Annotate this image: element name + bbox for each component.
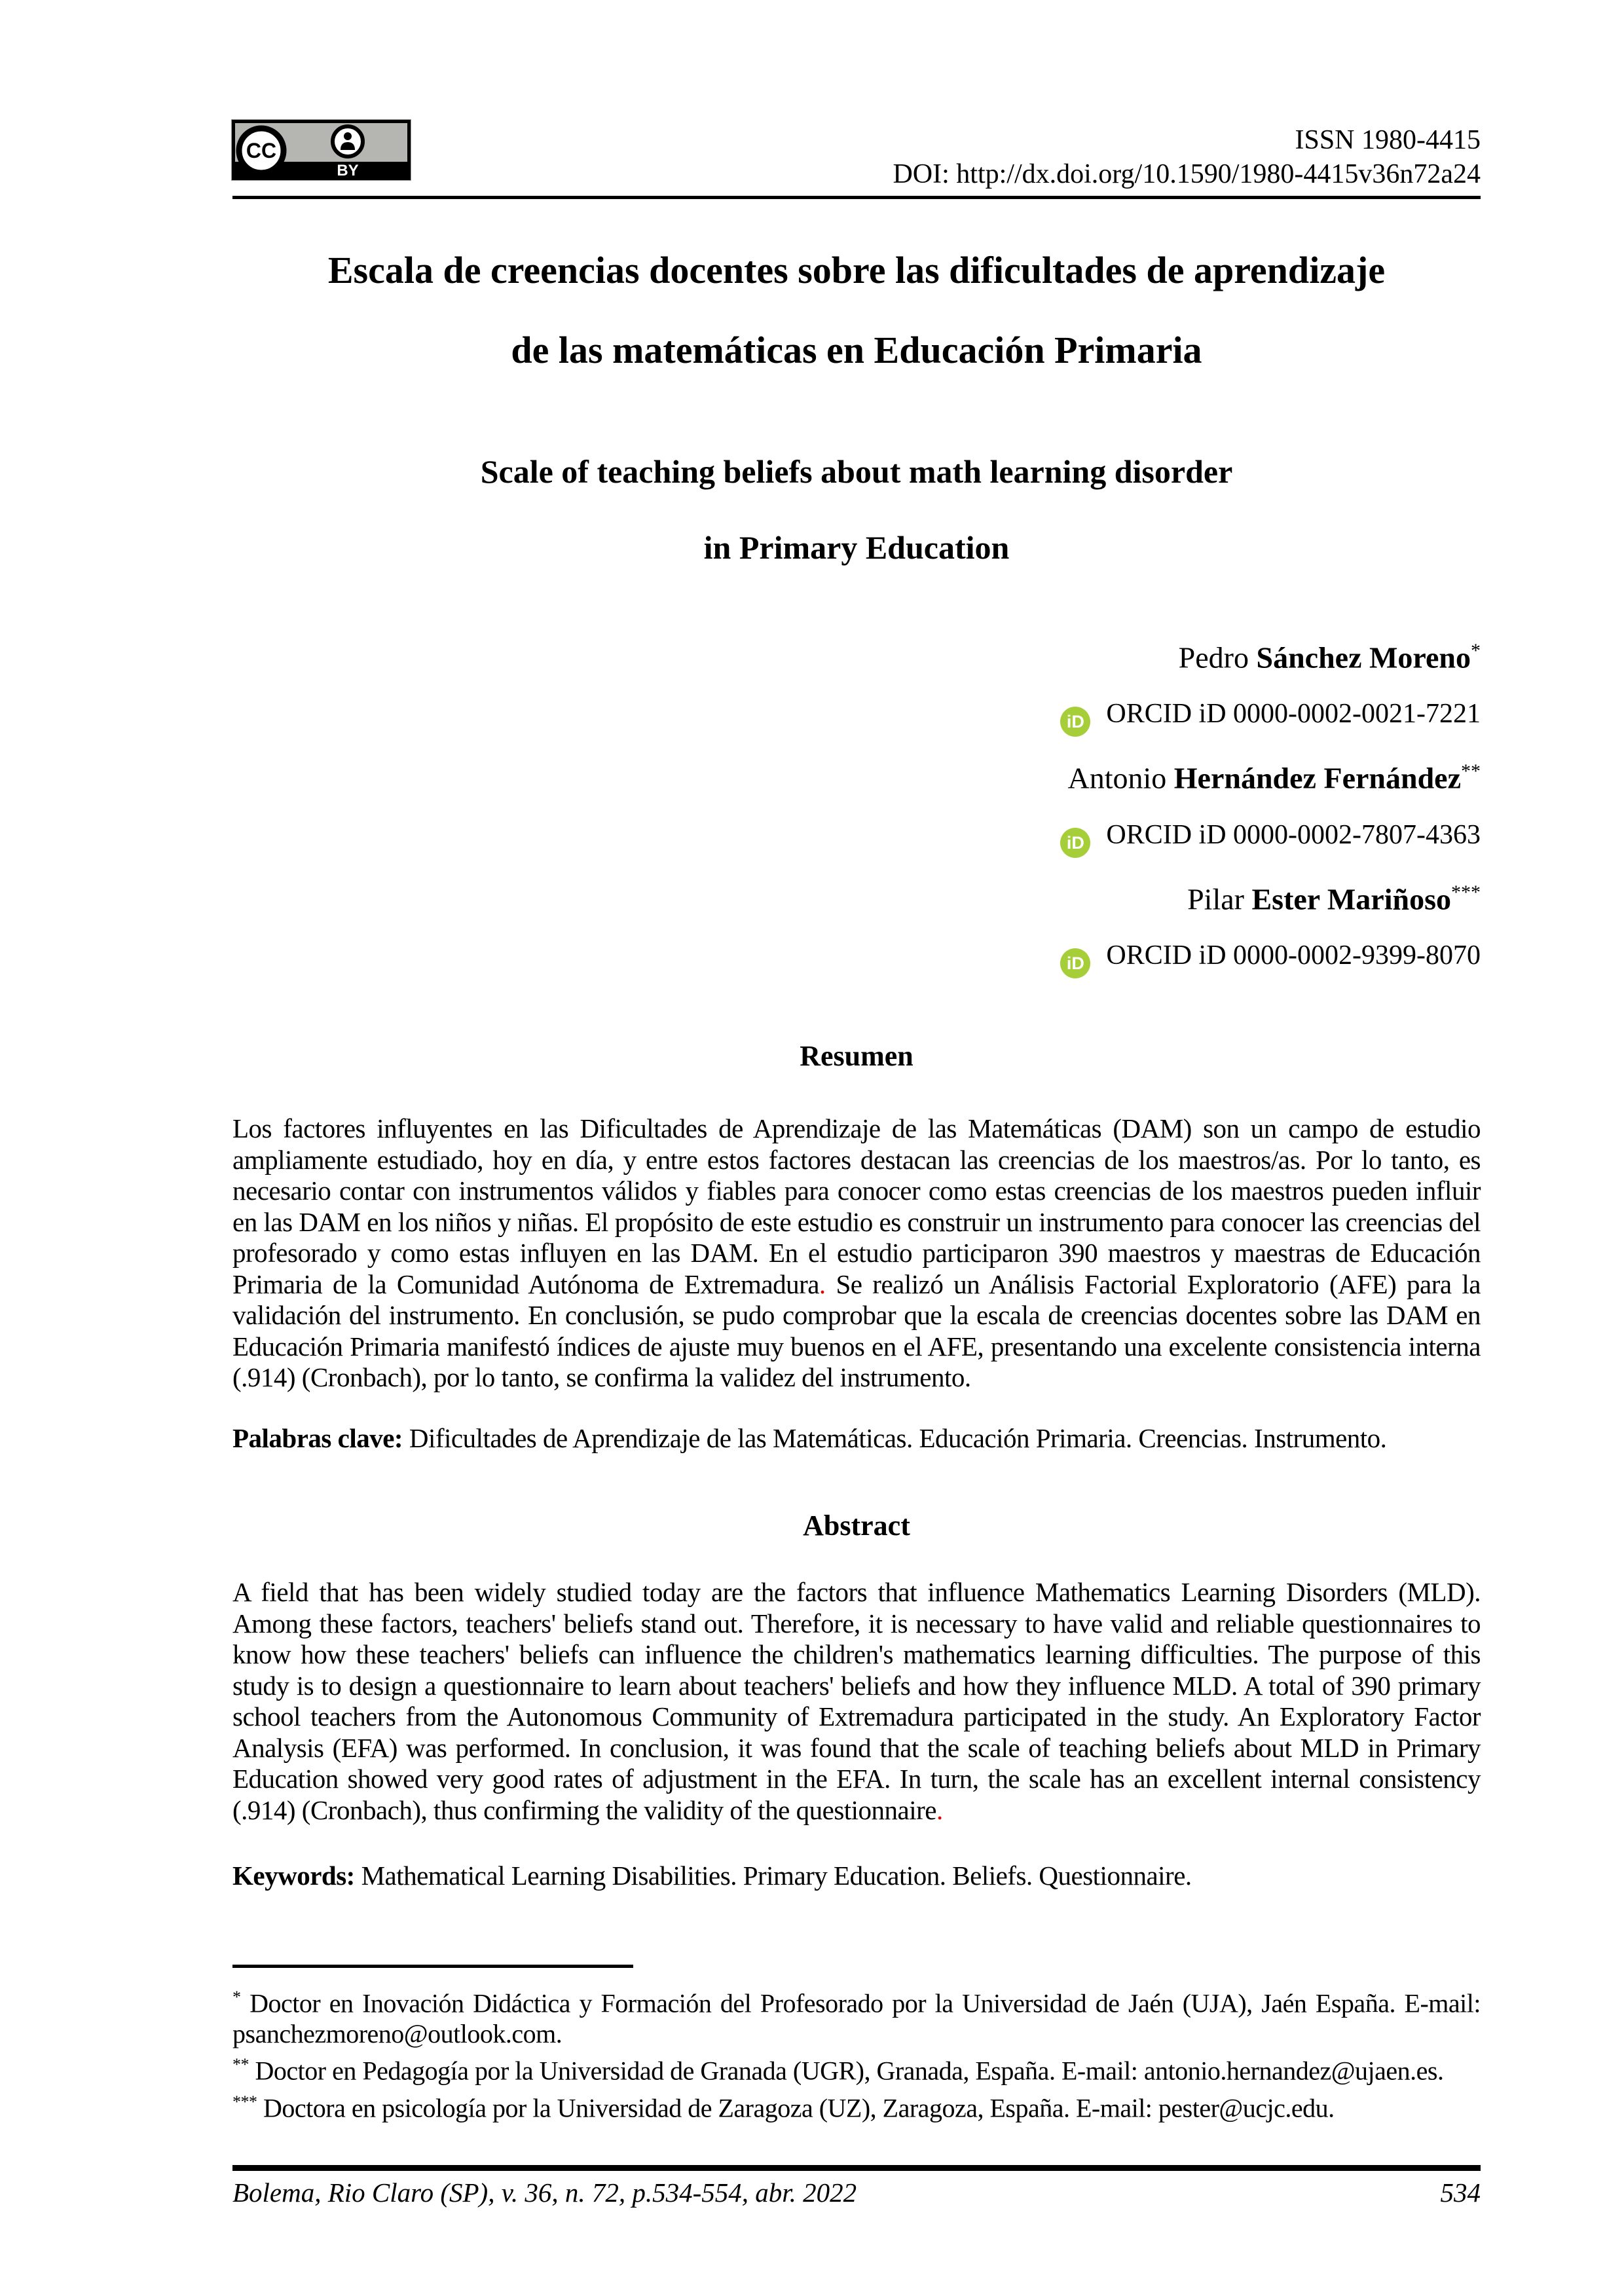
footer-divider	[232, 2165, 1481, 2171]
footnote-1	[232, 1982, 1481, 2049]
footnote-email[interactable]: psanchezmoreno@outlook.com	[232, 2019, 556, 2049]
footnote-suffix: .	[1437, 2056, 1444, 2086]
palabras-clave-line	[232, 1422, 1481, 1454]
footnote-divider	[232, 1965, 633, 1968]
by-label: BY	[337, 162, 359, 179]
footnote-text: Doctor en Pedagogía por la Universidad de Granada (UGR), Granada, España. E-mail:	[249, 2056, 1144, 2086]
orcid-icon	[1060, 948, 1090, 978]
author-name	[232, 743, 1481, 806]
authors-block	[232, 622, 1481, 984]
author-last-name: Ester Mariñoso	[1251, 881, 1451, 916]
keywords-line	[232, 1860, 1481, 1891]
header-meta	[232, 123, 1481, 191]
orcid-id-text: ORCID iD 0000-0002-0021-7221	[1106, 699, 1481, 730]
abstract-heading: Abstract	[803, 1509, 910, 1542]
title-spanish	[232, 231, 1481, 390]
palabras-clave-label: Palabras clave:	[232, 1423, 403, 1453]
red-period: .	[819, 1268, 826, 1299]
orcid-link[interactable]	[232, 807, 1481, 864]
orcid-icon-label: iD	[1066, 953, 1084, 973]
resumen-heading: Resumen	[800, 1040, 913, 1072]
orcid-icon	[1060, 707, 1090, 737]
keywords-label: Keywords:	[232, 1861, 355, 1891]
footnote-text: Doctora en psicología por la Universidad de Zaragoza (UZ), Zaragoza, España. E-mail:	[257, 2092, 1158, 2122]
author-first-name: Antonio	[1067, 761, 1174, 795]
resumen-paragraph	[232, 1113, 1481, 1394]
orcid-link[interactable]	[232, 686, 1481, 743]
footnote-mark: **	[232, 2055, 249, 2075]
footnote-email[interactable]: pester@ucjc.edu	[1158, 2092, 1329, 2122]
orcid-id-text: ORCID iD 0000-0002-7807-4363	[1106, 819, 1481, 850]
title-english	[232, 434, 1481, 585]
issn-line: ISSN 1980-4415	[1295, 125, 1481, 155]
abstract-paragraph	[232, 1577, 1481, 1826]
doi-link[interactable]: DOI: http://dx.doi.org/10.1590/1980-4415v36n72a24	[893, 159, 1481, 189]
footnote-mark: ***	[232, 2092, 257, 2111]
resumen-text-2: Se realizó un Análisis Factorial Exploratorio (AFE) para la validación del instrumento. En conclusión, se pudo comprobar que la escala de creencias docentes sobre las DAM en Educación Primaria manifestó índices de ajuste muy buenos en el AFE, presentando una excelente consistencia interna (.914) (Cronbach), por lo tanto, se confirma la validez del instrumento.	[232, 1268, 1481, 1392]
cc-icon-label: CC	[246, 139, 277, 162]
author-name	[232, 622, 1481, 686]
author-first-name: Pilar	[1187, 881, 1252, 916]
footnotes-block	[232, 1982, 1481, 2123]
page-footer	[232, 2177, 1481, 2208]
footnote-mark: *	[1471, 640, 1481, 661]
footnote-suffix: .	[1328, 2092, 1335, 2122]
footnote-mark: ***	[1451, 881, 1481, 903]
author-name	[232, 864, 1481, 927]
author-first-name: Pedro	[1178, 640, 1257, 675]
abstract-text: A field that has been widely studied today are the factors that influence Mathematics Learning Disorders (MLD). Among these factors, teachers' beliefs stand out. Therefore, it is necessary to have valid and reliable questionnaires to know how these teachers' beliefs can influence the children's mathematics learning difficulties. The purpose of this study is to design a questionnaire to learn about teachers' beliefs and how they influence MLD. A total of 390 primary school teachers from the Autonomous Community of Extremadura participated in the study. An Exploratory Factor Analysis (EFA) was performed. In conclusion, it was found that the scale of teaching beliefs about MLD in Primary Education showed very good rates of adjustment in the EFA. In turn, the scale has an excellent internal consistency (.914) (Cronbach), thus confirming the validity of the questionnaire	[232, 1577, 1481, 1825]
footnote-suffix: .	[555, 2019, 563, 2049]
orcid-id-text: ORCID iD 0000-0002-9399-8070	[1106, 940, 1481, 971]
palabras-clave-text: Dificultades de Aprendizaje de las Matemáticas. Educación Primaria. Creencias. Instrumento.	[403, 1423, 1387, 1453]
resumen-text-1: Los factores influyentes en las Dificultades de Aprendizaje de las Matemáticas (DAM) son un campo de estudio ampliamente estudiado, hoy en día, y entre estos factores destacan las creencias de los maestros/as. Por lo tanto, es necesario contar con instrumentos válidos y fiables para conocer como estas creencias de los maestros pueden influir en las DAM en los niños y niñas. El propósito de este estudio es construir un instrumento para conocer las creencias del profesorado y como estas influyen en las DAM. En el estudio participaron 390 maestros y maestras de Educación Primaria de la Comunidad Autónoma de Extremadura	[232, 1113, 1481, 1299]
header-divider	[232, 196, 1481, 199]
title-spanish-line2: de las matemáticas en Educación Primaria	[511, 329, 1202, 371]
orcid-icon-label: iD	[1066, 832, 1084, 853]
orcid-icon-label: iD	[1066, 712, 1084, 732]
footnote-email[interactable]: antonio.hernandez@ujaen.es	[1143, 2056, 1437, 2086]
author-last-name: Hernández Fernández	[1173, 761, 1461, 795]
footnote-3	[232, 2086, 1481, 2123]
title-english-line1: Scale of teaching beliefs about math learning disorder	[480, 453, 1233, 490]
red-period: .	[936, 1794, 943, 1825]
footnote-2	[232, 2049, 1481, 2086]
footnote-text: Doctor en Inovación Didáctica y Formación del Profesorado por la Universidad de Jaén (UJA), Jaén España. E-mail:	[240, 1988, 1481, 2018]
keywords-text: Mathematical Learning Disabilities. Primary Education. Beliefs. Questionnaire.	[354, 1861, 1192, 1891]
footnote-mark: *	[232, 1988, 241, 2007]
title-spanish-line1: Escala de creencias docentes sobre las dificultades de aprendizaje	[327, 249, 1386, 291]
title-english-line2: in Primary Education	[703, 529, 1010, 566]
author-last-name: Sánchez Moreno	[1256, 640, 1471, 675]
orcid-icon	[1060, 828, 1090, 858]
journal-citation: Bolema, Rio Claro (SP), v. 36, n. 72, p.534-554, abr. 2022	[232, 2177, 857, 2208]
page-number: 534	[1440, 2177, 1481, 2208]
footnote-mark: **	[1461, 760, 1481, 783]
orcid-link[interactable]	[232, 927, 1481, 984]
